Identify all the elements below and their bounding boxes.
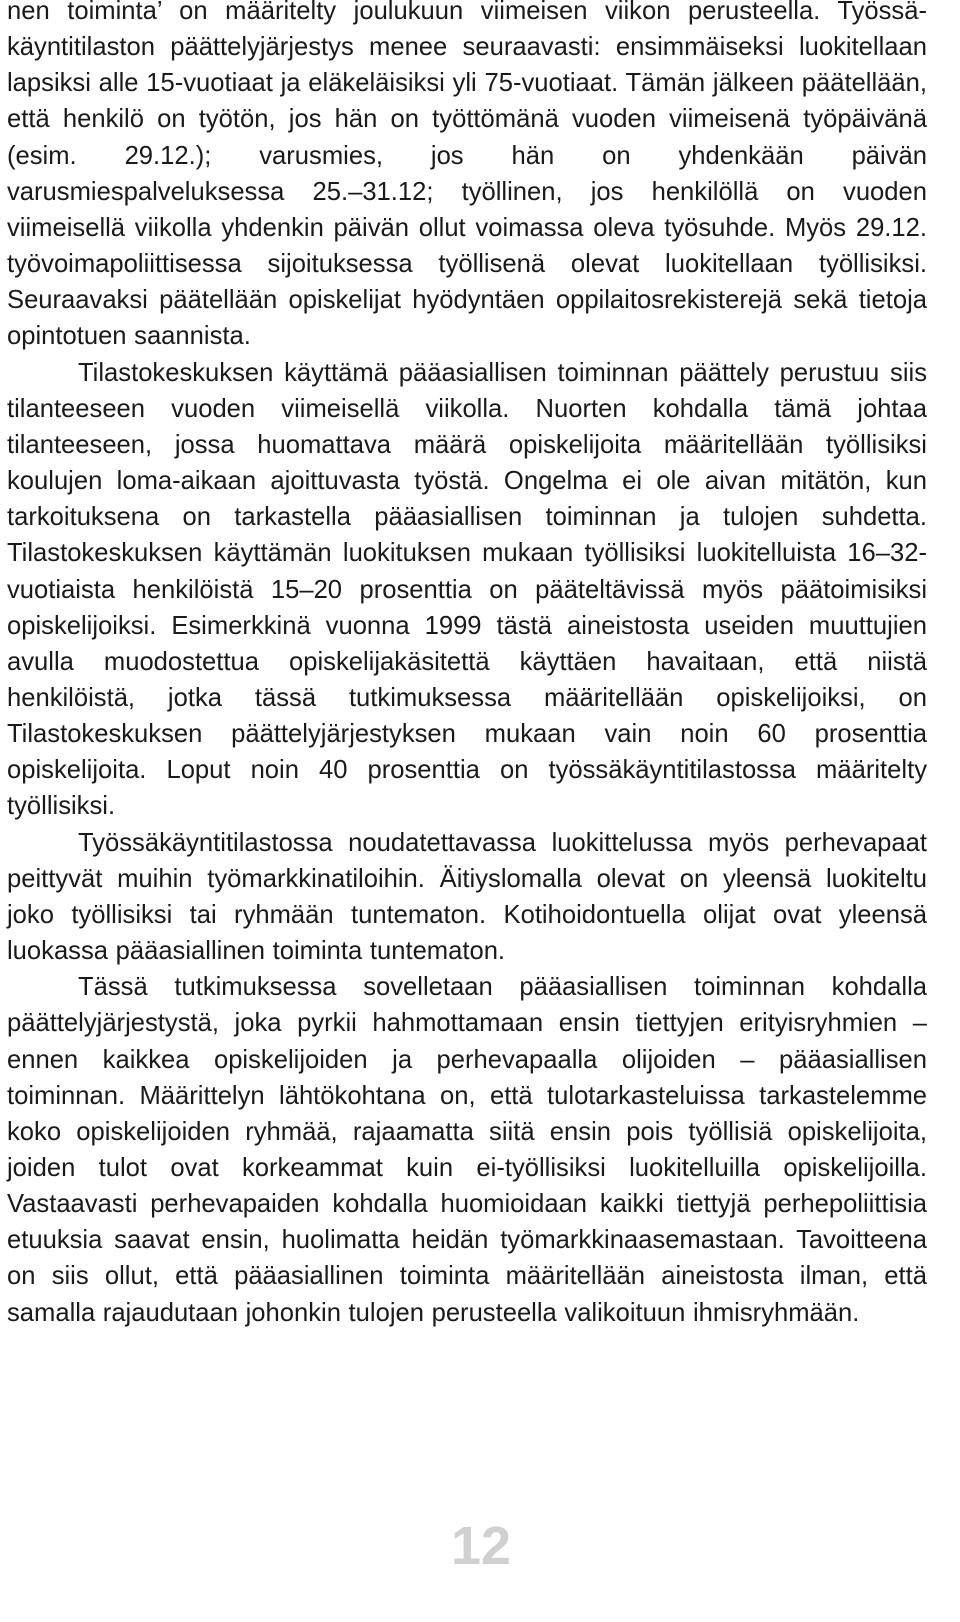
paragraph-study-method: Tässä tutkimuksessa sovelletaan pääasiallisen toiminnan kohdalla päättelyjärjestystä, joka pyrkii hahmottamaan ensin tiettyjen erityisryhmien – ennen kaikkea opiskelijoiden ja perhevapaalla olijoiden – pääasiallisen toiminnan. Määrittelyn lähtökohtana on, että tulotarkasteluissa tarkastelemme koko opiskelijoiden ryhmää, rajaamatta siitä ensin pois työllisiä opiskelijoita, joiden tulot ovat korkeammat kuin ei-työllisiksi luokitelluilla opiskelijoilla. Vastaavasti perhevapaiden kohdalla huomioidaan kaikki tiettyjä perhepoliittisia etuuksia saavat ensin, huolimatta heidän työmarkkinaasemastaan. Tavoitteena on siis ollut, että pääasiallinen toiminta määritellään aineistosta ilman, että samalla rajaudutaan johonkin tulojen perusteella valikoituun ihmisryhmään. [7, 973, 927, 1327]
page-number: 12 [450, 1516, 512, 1576]
body-text [7, 0, 927, 1331]
paragraph-activity-inference: Tilastokeskuksen käyttämä pääasiallisen toiminnan päättely perustuu siis tilanteeseen vuoden viimeisellä viikolla. Nuorten kohdalla tämä johtaa tilanteeseen, jossa huomattava määrä opiskelijoita määritellään työllisiksi koulujen loma-aikaan ajoittuvasta työstä. Ongelma ei ole aivan mitätön, kun tarkoituksena on tarkastella pääasiallisen toiminnan ja tulojen suhdetta. Tilastokeskuksen käyttämän luokituksen mukaan työllisiksi luokitelluista 16–32-vuotiaista henkilöistä 15–20 prosenttia on pääteltävissä myös päätoimisiksi opiskelijoiksi. Esimerkkinä vuonna 1999 tästä aineistosta useiden muuttujien avulla muodostettua opiskelijakäsitettä käyttäen havaitaan, että niistä henkilöistä, jotka tässä tutkimuksessa määritellään opiskelijoiksi, on Tilastokeskuksen päättelyjärjestyksen mukaan vain noin 60 prosenttia opiskelijoita. Loput noin 40 prosenttia on työssäkäyntitilastossa määritelty työllisiksi. [7, 358, 927, 821]
paragraph-continued: nen toiminta’ on määritelty joulukuun viimeisen viikon perusteella. Työssäkäyntitilaston päättelyjärjestys menee seuraavasti: ensimmäiseksi luokitellaan lapsiksi alle 15-vuotiaat ja eläkeläisiksi yli 75-vuotiaat. Tämän jälkeen päätellään, että henkilö on työtön, jos hän on työttömänä vuoden viimeisenä työpäivänä (esim. 29.12.); varusmies, jos hän on yhdenkään päivän varusmiespalveluksessa 25.–31.12; työllinen, jos henkilöllä on vuoden viimeisellä viikolla yhdenkin päivän ollut voimassa oleva työsuhde. Myös 29.12. työvoimapoliittisessa sijoituksessa työllisenä olevat luokitellaan työllisiksi. Seuraavaksi päätellään opiskelijat hyödyntäen oppilaitosrekisterejä sekä tietoja opintotuen saannista. [7, 0, 927, 351]
paragraph-family-leave: Työssäkäyntitilastossa noudatettavassa luokittelussa myös perhevapaat peittyvät muihin työmarkkinatiloihin. Äitiyslomalla olevat on yleensä luokiteltu joko työllisiksi tai ryhmään tuntematon. Kotihoidontuella olijat ovat yleensä luokassa pääasiallinen toiminta tuntematon. [7, 828, 927, 966]
